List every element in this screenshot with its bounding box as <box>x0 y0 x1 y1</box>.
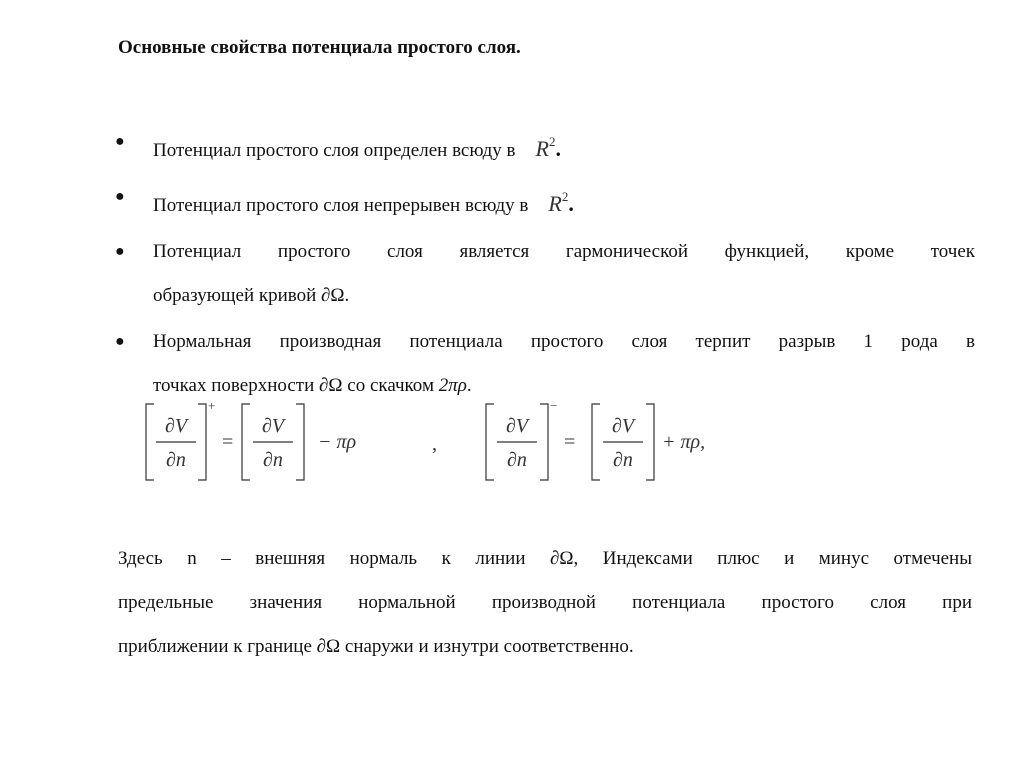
bracket-icon <box>540 404 548 480</box>
denominator: ∂n <box>507 449 527 471</box>
numerator: ∂V <box>505 415 529 437</box>
numerator: ∂V <box>261 415 285 437</box>
denominator: ∂n <box>166 449 186 471</box>
jump-formula <box>140 398 780 486</box>
explanation-paragraph <box>118 537 972 669</box>
bracket-icon <box>198 404 206 480</box>
list-item-text: Потенциал простого слоя непрерывен всюду в <box>153 195 529 216</box>
bracket-icon <box>592 404 600 480</box>
superscript-plus: + <box>208 398 216 413</box>
left-equation <box>146 398 356 480</box>
paragraph-line: предельные значения нормальной производной потенциала простого слоя при <box>118 592 972 613</box>
list-item-line: Нормальная производная потенциала простого слоя терпит разрыв 1 рода в <box>153 331 975 352</box>
paragraph-line: приближении к границе ∂Ω снаружи и изнутри соответственно. <box>118 636 634 657</box>
jump-value: 2πρ <box>438 375 467 396</box>
list-item-line: образующей кривой ∂Ω. <box>153 285 350 306</box>
bullet-dot-icon: ● <box>115 188 125 205</box>
space-symbol: $R^2$ <box>548 189 569 216</box>
bracket-icon <box>646 404 654 480</box>
list-item <box>115 230 975 318</box>
denominator: ∂n <box>613 449 633 471</box>
right-equation <box>486 398 705 480</box>
property-list <box>115 120 975 408</box>
bullet-dot-icon: ● <box>115 333 125 350</box>
right-term: + πρ, <box>662 431 706 453</box>
separator-comma: , <box>432 433 437 455</box>
denominator: ∂n <box>263 449 283 471</box>
list-item-text: Потенциал простого слоя определен всюду в <box>153 140 516 161</box>
paragraph-line: Здесь n – внешняя нормаль к линии ∂Ω, Индексами плюс и минус отмечены <box>118 548 972 569</box>
equals-sign: = <box>564 431 576 453</box>
slide-title: Основные свойства потенциала простого слоя. <box>118 37 521 58</box>
list-item: ● Нормальная производная потенциала простого слоя терпит разрыв 1 рода в точках поверхности ∂Ω со скачком 2πρ. <box>115 320 975 408</box>
formula-graphic <box>140 398 780 486</box>
numerator: ∂V <box>164 415 188 437</box>
numerator: ∂V <box>611 415 635 437</box>
bracket-icon <box>486 404 494 480</box>
superscript-minus: − <box>550 398 558 413</box>
left-term: − πρ <box>318 431 357 453</box>
bracket-icon <box>146 404 154 480</box>
space-symbol: $R^2$ <box>535 134 556 161</box>
list-item-line-start: точках поверхности ∂Ω со скачком <box>153 375 439 396</box>
list-item: ● Потенциал простого слоя определен всюду в $R^2$. <box>115 120 975 173</box>
list-item: ● Потенциал простого слоя непрерывен всюду в $R^2$. <box>115 175 975 228</box>
equals-sign: = <box>222 431 234 453</box>
bracket-icon <box>242 404 250 480</box>
bracket-icon <box>296 404 304 480</box>
bullet-dot-icon: ● <box>115 243 125 260</box>
bullet-dot-icon: ● <box>115 133 125 150</box>
list-item-line: Потенциал простого слоя является гармонической функцией, кроме точек <box>153 241 975 262</box>
